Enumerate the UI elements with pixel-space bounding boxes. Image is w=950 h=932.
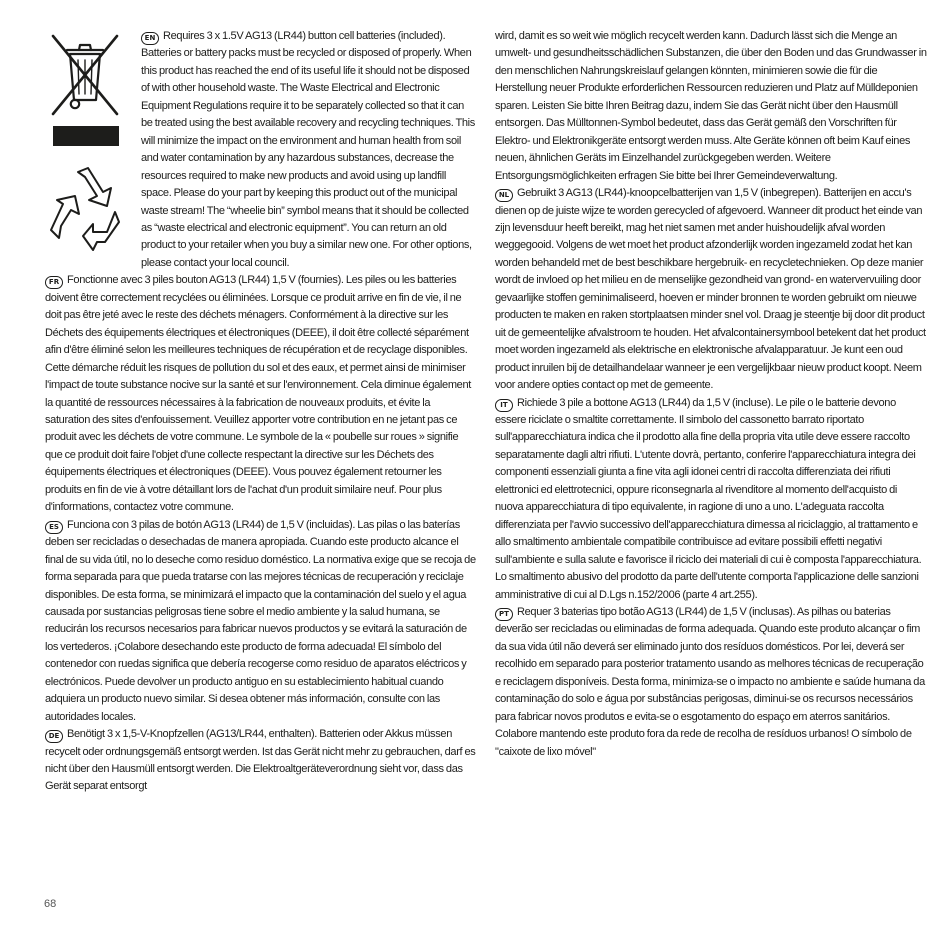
section-es-text: Funciona con 3 pilas de botón AG13 (LR44) de 1,5 V (incluidas). Las pilas o las baterías deben ser recicladas o desechadas de manera apropiada. Cuando este producto alcance el final de su vida útil, no lo deseche como residuo doméstico. La normativa exige que se recoja de forma separada para que pueda tratarse con las mejores técnicas de recuperación y reciclaje disponibles. De esta forma, se minimizará el impacto que la contaminación del suelo y el agua causada por sustancias peligrosas tiene sobre el medio ambiente y la salud humana, se reducirán los recursos necesarios para fabricar nuevos productos y se evitará la saturación de los vertederos. ¡Colabore desechando este producto de forma adecuada! El símbolo del contenedor con ruedas significa que debería recogerse como residuo de aparatos eléctricos y electrónicos. Puede devolver un producto antiguo en su establecimiento habitual cuando adquiera un producto nuevo similar. Si desea obtener más información, consulte con las autoridades locales. — [45, 518, 476, 723]
section-it — [495, 395, 927, 604]
section-nl — [495, 185, 927, 394]
section-it-text: Richiede 3 pile a bottone AG13 (LR44) da 1,5 V (incluse). Le pile o le batterie devono essere riciclate o smaltite correttamente. Il simbolo del cassonetto barrato riportato sull'apparecchiatura indica che il prodotto alla fine della propria vita utile deve essere raccolto separatamente dagli altri rifiuti. L'utente dovrà, pertanto, conferire l'apparecchiatura integra dei componenti essenziali giunta a fine vita agli idonei centri di raccolta differenziata dei rifiuti elettronici ed elettrotecnici, oppure riconsegnarla al rivenditore al momento dell'acquisto di nuova apparecchiatura di tipo equivalente, in ragione di uno a uno. L'adeguata raccolta differenziata per l'avvio successivo dell'apparecchiatura dimessa al riciclaggio, al trattamento e allo smaltimento ambientale compatibile contribuisce ad evitare possibili effetti negativi sull'ambiente e sulla salute e favorisce il riciclo dei materiali di cui è composta l'apparecchiatura. Lo smaltimento abusivo del prodotto da parte dell'utente comporta l'applicazione delle sanzioni amministrative di cui al D.Lgs n.152/2006 (parte 4 art.255). — [495, 396, 922, 601]
section-fr — [45, 272, 477, 516]
lang-badge-en: EN — [141, 32, 159, 45]
page-number: 68 — [44, 898, 57, 910]
section-fr-text: Fonctionne avec 3 piles bouton AG13 (LR44) 1,5 V (fournies). Les piles ou les batteries doivent être correctement recyclées ou éliminées. Lorsque ce produit arrive en fin de vie, il ne doit pas être jeté avec le reste des déchets ménagers. Conformément à la directive sur les Déchets des équipements électriques et électroniques (DEEE), il doit être collecté séparément afin d'être éliminé selon les meilleures techniques de récupération et de recyclage disponibles. Cette démarche réduit les risques de pollution du sol et des eaux, et permet ainsi de minimiser l'impact de toute substance nocive sur la santé et sur l'environnement. Cela diminue également la quantité de ressources nécessaires à la fabrication de nouveaux produits, et évite la saturation des sites d'enfouissement. Veuillez apporter votre contribution en ne jetant pas ce produit avec les déchets de votre commune. Le symbole de la « poubelle sur roues » signifie que ce produit doit faire l'objet d'une collecte respectant la directive sur les Déchets des équipements électriques et électroniques (DEEE). Vous pouvez également retourner les produits en fin de vie à votre détaillant lors de l'achat d'un produit similaire neuf. Pour plus d'informations, contactez votre commune. — [45, 274, 471, 514]
wheelie-bin-underline-bar — [53, 126, 119, 146]
lang-badge-it: IT — [495, 399, 513, 412]
section-de-continuation-text: wird, damit es so weit wie möglich recycelt werden kann. Dadurch lässt sich die Menge an umwelt- und gesundheitsschädlichen Substanzen, die über den Boden und das Grundwasser in den menschlichen Nahrungskreislauf gelangen könnten, minimieren sowie die für die Herstellung neuer Produkte erforderlichen Ressourcen reduzieren und Platz auf Mülldeponien sparen. Leisten Sie bitte Ihren Beitrag dazu, indem Sie das Gerät nicht über den Hausmüll entsorgen. Das Mülltonnen-Symbol bedeutet, dass das Gerät gemäß den Vorschriften für Elektro- und Elektronikgeräte entsorgt werden muss. Alte Geräte können oft beim Kauf eines neuen, ähnlichen Geräts im Einzelhandel zurückgegeben werden. Weitere Entsorgungsmöglichkeiten erfragen Sie bitte bei Ihrer Gemeindeverwaltung. — [495, 30, 927, 182]
lang-badge-fr: FR — [45, 276, 63, 289]
left-column — [45, 28, 477, 796]
disposal-icons — [45, 30, 141, 258]
section-de-text: Benötigt 3 x 1,5-V-Knopfzellen (AG13/LR44, enthalten). Batterien oder Akkus müssen recycelt oder ordnungsgemäß entsorgt werden. Ist das Gerät nicht mehr zu gebrauchen, darf es nicht über den Hausmüll entsorgt werden. Die Elektroaltgeräteverordnung sieht vor, dass das Gerät separat entsorgt — [45, 728, 476, 793]
crossed-wheelie-bin-icon — [45, 30, 125, 118]
section-en-text: Requires 3 x 1.5V AG13 (LR44) button cell batteries (included). Batteries or battery packs must be recycled or disposed of properly. When this product has reached the end of its useful life it should not be disposed of with other household waste. The Waste Electrical and Electronic Equipment Regulations require it to be separately collected so that it can be treated using the best available recovery and recycling techniques. This will minimize the impact on the environment and human health from soil and water contamination by any hazardous substances, decrease the resources required to make new products and avoid using up landfill space. Please do your part by keeping this product out of the municipal waste stream! The “wheelie bin” symbol means that it should be collected as “waste electrical and electronic equipment”. You can return an old product to your retailer when you buy a similar new one. For other options, please contact your local council. — [141, 30, 475, 269]
section-nl-text: Gebruikt 3 AG13 (LR44)-knoopcelbatterijen van 1,5 V (inbegrepen). Batterijen en accu's dienen op de juiste wijze te worden gerecycled of afgevoerd. Wanneer dit product het einde van zijn levensduur heeft bereikt, mag het niet samen met ander huishoudelijk afval worden weggegooid. Volgens de wet moet het product afzonderlijk worden ingezameld zodat het kan worden behandeld met de best beschikbare hergebruik- en recycletechnieken. Op deze manier wordt de invloed op het milieu en de menselijke gezondheid van grond- en watervervuiling door gevaarlijke stoffen geminimaliseerd, hoeven er minder bronnen te worden gebruikt om nieuwe producten te maken en raken stortplaatsen minder snel vol. Draag je steentje bij door dit product uit de gemeentelijke afvalstroom te houden. Het afvalcontainersymbool betekent dat het product moet worden ingezameld als elektrische en elektronische afvalapparatuur. Je kunt een oud product inruilen bij de detailhandelaar wanneer je een vergelijkbaar nieuw product koopt. Neem voor andere opties contact op met de gemeente. — [495, 187, 926, 392]
lang-badge-pt: PT — [495, 608, 513, 621]
recycle-icon — [45, 158, 129, 254]
section-pt — [495, 604, 927, 761]
lang-badge-nl: NL — [495, 189, 513, 202]
section-de — [45, 726, 477, 796]
right-column — [495, 28, 927, 761]
lang-badge-de: DE — [45, 730, 63, 743]
section-de-continuation — [495, 28, 927, 185]
lang-badge-es: ES — [45, 521, 63, 534]
section-pt-text: Requer 3 baterias tipo botão AG13 (LR44) de 1,5 V (inclusas). As pilhas ou baterias deverão ser recicladas ou eliminadas de forma adequada. Quando este produto alcançar o fim da sua vida útil não deverá ser eliminado junto dos resíduos domésticos. Por lei, deverá ser recolhido em separado para posterior tratamento usando as melhores técnicas de recuperação e reciclagem disponíveis. Desta forma, minimiza-se o impacto no ambiente e saúde humana da contaminação do solo e água por substâncias perigosas, diminui-se os recursos necessários para fabricar novos produtos e evita-se o esgotamento do espaço em aterros sanitários. Colabore mantendo este produto fora da rede de recolha de resíduos urbanos! O símbolo de "caixote de lixo móvel" — [495, 605, 925, 758]
section-es — [45, 517, 477, 726]
